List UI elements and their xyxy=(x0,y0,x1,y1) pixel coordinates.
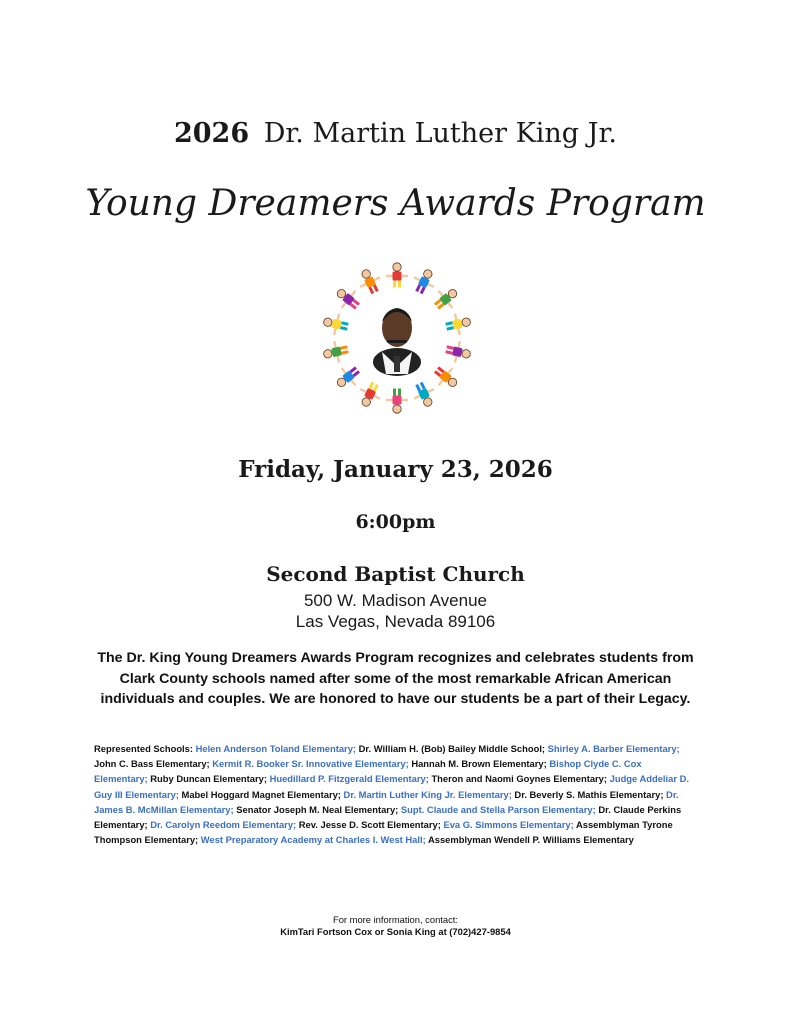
school-name: Dr. James B. McMillan Elementary; xyxy=(94,788,679,815)
school-name: Helen Anderson Toland Elementary; xyxy=(195,743,359,754)
school-name: Dr. Carolyn Reedom Elementary; xyxy=(150,819,299,831)
school-name: Shirley A. Barber Elementary; xyxy=(547,743,680,754)
child-figure-icon xyxy=(354,265,385,297)
program-name: Young Dreamers Awards Program xyxy=(85,183,706,224)
school-name: Dr. Claude Perkins Elementary; xyxy=(94,803,682,831)
represented-schools xyxy=(94,741,694,847)
program-description: The Dr. King Young Dreamers Awards Program recognizes and celebrates students from Clark County schools named after some of the most remarkable African American individuals and couples. We are honored to have our students be a part of their Legacy. xyxy=(97,650,694,707)
school-name: Dr. Beverly S. Mathis Elementary; xyxy=(514,788,667,800)
school-name: Mabel Hoggard Magnet Elementary; xyxy=(181,788,344,800)
contact-names-phone: KimTari Fortson Cox or Sonia King at (702)427-9854 xyxy=(280,926,511,937)
school-name: Bishop Clyde C. Cox Elementary; xyxy=(94,758,642,785)
event-honoree: Dr. Martin Luther King Jr. xyxy=(263,118,618,149)
school-name: Kermit R. Booker Sr. Innovative Elementary; xyxy=(212,758,412,770)
children-circle-mlk-portrait-icon xyxy=(316,262,478,414)
child-figure-icon xyxy=(409,265,440,297)
school-name: Theron and Naomi Goynes Elementary; xyxy=(431,773,610,785)
school-name: Eva G. Simmons Elementary; xyxy=(443,819,576,831)
event-year: 2026 xyxy=(173,118,250,149)
schools-label: Represented Schools: xyxy=(94,743,193,754)
child-figure-icon xyxy=(386,263,408,288)
contact-info-label: For more information, contact: xyxy=(332,914,459,925)
event-venue: Second Baptist Church xyxy=(266,562,525,586)
school-name: Hannah M. Brown Elementary; xyxy=(411,758,550,770)
child-figure-icon xyxy=(430,361,463,394)
school-name: Rev. Jesse D. Scott Elementary; xyxy=(298,819,444,831)
child-figure-icon xyxy=(354,379,385,411)
child-figure-icon xyxy=(444,339,473,366)
school-name: Assemblyman Tyrone Thompson Elementary; xyxy=(94,819,673,846)
venue-address-line1: 500 W. Madison Avenue xyxy=(303,591,488,610)
school-name: Assemblyman Wendell P. Williams Elementary xyxy=(427,834,634,846)
child-figure-icon xyxy=(331,361,364,394)
child-figure-icon xyxy=(444,311,473,338)
school-name: Dr. William H. (Bob) Bailey Middle School; xyxy=(358,743,548,754)
portrait-icon xyxy=(373,308,421,376)
child-figure-icon xyxy=(386,389,408,414)
school-name: Huedillard P. Fitzgerald Elementary; xyxy=(269,773,432,785)
school-name: Dr. Martin Luther King Jr. Elementary; xyxy=(343,788,515,800)
venue-address-line2: Las Vegas, Nevada 89106 xyxy=(295,612,496,631)
event-date: Friday, January 23, 2026 xyxy=(238,456,553,483)
child-figure-icon xyxy=(331,282,364,315)
school-name: Ruby Duncan Elementary; xyxy=(150,773,270,785)
event-title xyxy=(0,118,791,149)
event-time: 6:00pm xyxy=(355,511,436,533)
school-name: Senator Joseph M. Neal Elementary; xyxy=(236,803,401,815)
child-figure-icon xyxy=(430,282,463,315)
school-name: Judge Addeliar D. Guy III Elementary; xyxy=(94,773,689,800)
school-name: John C. Bass Elementary; xyxy=(94,758,213,770)
child-figure-icon xyxy=(321,339,350,366)
contact-footer xyxy=(0,914,791,938)
child-figure-icon xyxy=(321,311,350,338)
child-figure-icon xyxy=(409,379,440,411)
school-name: West Preparatory Academy at Charles I. West Hall; xyxy=(200,834,428,846)
school-name: Supt. Claude and Stella Parson Elementary; xyxy=(400,803,599,815)
